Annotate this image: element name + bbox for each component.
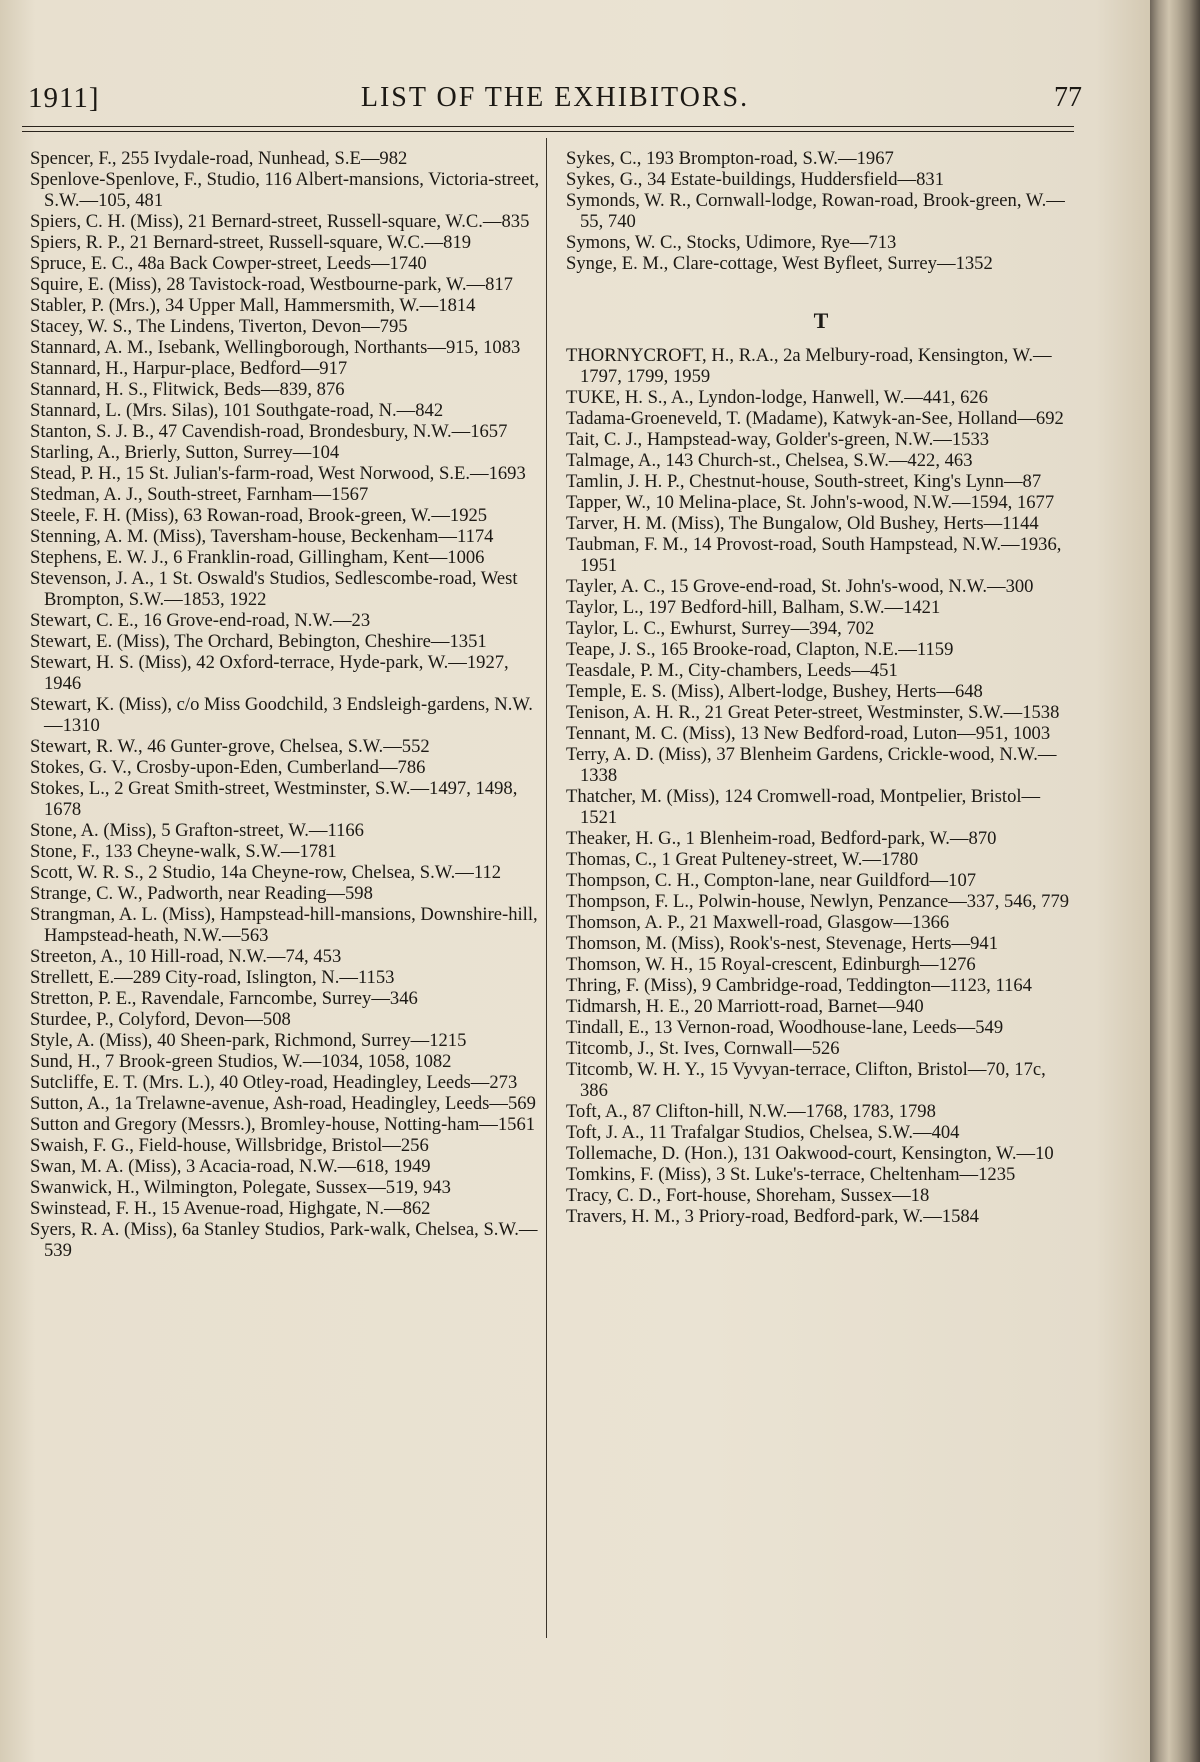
exhibitor-entry: Sturdee, P., Colyford, Devon—508 — [30, 1009, 291, 1030]
exhibitor-entry: Taylor, L. C., Ewhurst, Surrey—394, 702 — [566, 618, 875, 639]
exhibitor-entry: Squire, E. (Miss), 28 Tavistock-road, Westbourne-park, W.—817 — [30, 274, 513, 295]
exhibitor-entry: Thomson, W. H., 15 Royal-crescent, Edinburgh—1276 — [566, 954, 976, 975]
book-spine — [1150, 0, 1200, 1762]
exhibitor-entry: Symons, W. C., Stocks, Udimore, Rye—713 — [566, 232, 897, 253]
exhibitor-entry: Tracy, C. D., Fort-house, Shoreham, Sussex—18 — [566, 1185, 930, 1206]
exhibitor-entry: Tarver, H. M. (Miss), The Bungalow, Old Bushey, Herts—1144 — [566, 513, 1039, 534]
running-header — [28, 82, 1082, 120]
exhibitor-entry: Stokes, L., 2 Great Smith-street, Westminster, S.W.—1497, 1498, 1678 — [30, 778, 518, 820]
exhibitor-entry: Stewart, H. S. (Miss), 42 Oxford-terrace, Hyde-park, W.—1927, 1946 — [30, 652, 509, 694]
exhibitor-entry: Tindall, E., 13 Vernon-road, Woodhouse-lane, Leeds—549 — [566, 1017, 1004, 1038]
exhibitor-entry: Thomson, A. P., 21 Maxwell-road, Glasgow—1366 — [566, 912, 950, 933]
exhibitor-entry: Spiers, R. P., 21 Bernard-street, Russell-square, W.C.—819 — [30, 232, 472, 253]
exhibitor-entry: Sykes, C., 193 Brompton-road, S.W.—1967 — [566, 148, 894, 169]
exhibitor-entry: Swinstead, F. H., 15 Avenue-road, Highgate, N.—862 — [30, 1198, 431, 1219]
exhibitor-entry: Temple, E. S. (Miss), Albert-lodge, Bushey, Herts—648 — [566, 681, 983, 702]
exhibitor-entry: Sutton, A., 1a Trelawne-avenue, Ash-road, Headingley, Leeds—569 — [30, 1093, 536, 1114]
exhibitor-entry: Swan, M. A. (Miss), 3 Acacia-road, N.W.—618, 1949 — [30, 1156, 431, 1177]
right-column — [566, 148, 1076, 1227]
exhibitor-entry: Streeton, A., 10 Hill-road, N.W.—74, 453 — [30, 946, 342, 967]
exhibitor-entry: Swanwick, H., Wilmington, Polegate, Sussex—519, 943 — [30, 1177, 451, 1198]
exhibitor-entry: Spenlove-Spenlove, F., Studio, 116 Albert-mansions, Victoria-street, S.W.—105, 481 — [30, 169, 540, 211]
exhibitor-entry: Thatcher, M. (Miss), 124 Cromwell-road, Montpelier, Bristol—1521 — [566, 786, 1041, 828]
exhibitor-entry: Stewart, K. (Miss), c/o Miss Goodchild, 3 Endsleigh-gardens, N.W.—1310 — [30, 694, 533, 736]
exhibitor-entry: Stewart, C. E., 16 Grove-end-road, N.W.—23 — [30, 610, 371, 631]
exhibitor-entry: Stevenson, J. A., 1 St. Oswald's Studios, Sedlescombe-road, West Brompton, S.W.—1853, 1922 — [30, 568, 518, 610]
exhibitor-entry: Sutton and Gregory (Messrs.), Bromley-house, Notting-ham—1561 — [30, 1114, 536, 1135]
t-entries — [566, 345, 1076, 1227]
exhibitor-entry: Sutcliffe, E. T. (Mrs. L.), 40 Otley-road, Headingley, Leeds—273 — [30, 1072, 518, 1093]
exhibitor-entry: Stannard, L. (Mrs. Silas), 101 Southgate-road, N.—842 — [30, 400, 444, 421]
exhibitor-entry: Stone, A. (Miss), 5 Grafton-street, W.—1166 — [30, 820, 364, 841]
exhibitor-entry: Thompson, F. L., Polwin-house, Newlyn, Penzance—337, 546, 779 — [566, 891, 1070, 912]
exhibitor-entry: Style, A. (Miss), 40 Sheen-park, Richmond, Surrey—1215 — [30, 1030, 467, 1051]
column-divider — [546, 138, 547, 1638]
exhibitor-entry: Sykes, G., 34 Estate-buildings, Huddersfield—831 — [566, 169, 945, 190]
page-number: 77 — [1054, 82, 1082, 113]
exhibitor-entry: Strange, C. W., Padworth, near Reading—598 — [30, 883, 373, 904]
exhibitor-entry: Titcomb, J., St. Ives, Cornwall—526 — [566, 1038, 840, 1059]
exhibitor-entry: Scott, W. R. S., 2 Studio, 14a Cheyne-row, Chelsea, S.W.—112 — [30, 862, 502, 883]
exhibitor-entry: Starling, A., Brierly, Sutton, Surrey—104 — [30, 442, 340, 463]
exhibitor-entry: Thompson, C. H., Compton-lane, near Guildford—107 — [566, 870, 977, 891]
exhibitor-entry: Talmage, A., 143 Church-st., Chelsea, S.W.—422, 463 — [566, 450, 973, 471]
exhibitor-entry: THORNYCROFT, H., R.A., 2a Melbury-road, Kensington, W.—1797, 1799, 1959 — [566, 345, 1052, 387]
exhibitor-entry: Tenison, A. H. R., 21 Great Peter-street, Westminster, S.W.—1538 — [566, 702, 1060, 723]
header-title: LIST OF THE EXHIBITORS. — [360, 82, 750, 113]
exhibitor-entry: Synge, E. M., Clare-cottage, West Byfleet, Surrey—1352 — [566, 253, 993, 274]
exhibitor-entry: Stretton, P. E., Ravendale, Farncombe, Surrey—346 — [30, 988, 418, 1009]
exhibitor-entry: Theaker, H. G., 1 Blenheim-road, Bedford-park, W.—870 — [566, 828, 997, 849]
exhibitor-entry: Symonds, W. R., Cornwall-lodge, Rowan-road, Brook-green, W.—55, 740 — [566, 190, 1065, 232]
header-rule — [22, 126, 1074, 127]
exhibitor-entry: TUKE, H. S., A., Lyndon-lodge, Hanwell, W.—441, 626 — [566, 387, 988, 408]
exhibitor-entry: Swaish, F. G., Field-house, Willsbridge, Bristol—256 — [30, 1135, 429, 1156]
left-column — [30, 148, 540, 1261]
exhibitor-entry: Thomas, C., 1 Great Pulteney-street, W.—1780 — [566, 849, 919, 870]
exhibitor-entry: Steele, F. H. (Miss), 63 Rowan-road, Brook-green, W.—1925 — [30, 505, 488, 526]
exhibitor-entry: Taubman, F. M., 14 Provost-road, South Hampstead, N.W.—1936, 1951 — [566, 534, 1062, 576]
exhibitor-entry: Spencer, F., 255 Ivydale-road, Nunhead, S.E—982 — [30, 148, 408, 169]
exhibitor-entry: Teasdale, P. M., City-chambers, Leeds—451 — [566, 660, 898, 681]
exhibitor-entry: Stabler, P. (Mrs.), 34 Upper Mall, Hammersmith, W.—1814 — [30, 295, 476, 316]
exhibitor-entry: Thring, F. (Miss), 9 Cambridge-road, Teddington—1123, 1164 — [566, 975, 1032, 996]
exhibitor-entry: Stone, F., 133 Cheyne-walk, S.W.—1781 — [30, 841, 337, 862]
exhibitor-entry: Stacey, W. S., The Lindens, Tiverton, Devon—795 — [30, 316, 408, 337]
exhibitor-entry: Stead, P. H., 15 St. Julian's-farm-road, West Norwood, S.E.—1693 — [30, 463, 526, 484]
exhibitor-entry: Stannard, A. M., Isebank, Wellingborough, Northants—915, 1083 — [30, 337, 521, 358]
exhibitor-entry: Teape, J. S., 165 Brooke-road, Clapton, N.E.—1159 — [566, 639, 954, 660]
exhibitor-entry: Strangman, A. L. (Miss), Hampstead-hill-mansions, Downshire-hill, Hampstead-heath, N.W.—563 — [30, 904, 538, 946]
exhibitor-entry: Stannard, H. S., Flitwick, Beds—839, 876 — [30, 379, 345, 400]
exhibitor-entry: Tomkins, F. (Miss), 3 St. Luke's-terrace, Cheltenham—1235 — [566, 1164, 1016, 1185]
exhibitor-entry: Stephens, E. W. J., 6 Franklin-road, Gillingham, Kent—1006 — [30, 547, 485, 568]
exhibitor-entry: Titcomb, W. H. Y., 15 Vyvyan-terrace, Clifton, Bristol—70, 17c, 386 — [566, 1059, 1046, 1101]
exhibitor-entry: Stewart, R. W., 46 Gunter-grove, Chelsea, S.W.—552 — [30, 736, 430, 757]
exhibitor-entry: Tadama-Groeneveld, T. (Madame), Katwyk-an-See, Holland—692 — [566, 408, 1064, 429]
exhibitor-entry: Syers, R. A. (Miss), 6a Stanley Studios, Park-walk, Chelsea, S.W.—539 — [30, 1219, 538, 1261]
exhibitor-entry: Tait, C. J., Hampstead-way, Golder's-green, N.W.—1533 — [566, 429, 990, 450]
exhibitor-entry: Tennant, M. C. (Miss), 13 New Bedford-road, Luton—951, 1003 — [566, 723, 1051, 744]
exhibitor-entry: Toft, J. A., 11 Trafalgar Studios, Chelsea, S.W.—404 — [566, 1122, 960, 1143]
exhibitor-entry: Tollemache, D. (Hon.), 131 Oakwood-court, Kensington, W.—10 — [566, 1143, 1054, 1164]
exhibitor-entry: Terry, A. D. (Miss), 37 Blenheim Gardens, Crickle-wood, N.W.—1338 — [566, 744, 1057, 786]
section-letter: T — [813, 308, 829, 333]
exhibitor-entry: Tamlin, J. H. P., Chestnut-house, South-street, King's Lynn—87 — [566, 471, 1042, 492]
header-rule-thin — [22, 131, 1074, 132]
exhibitor-entry: Tidmarsh, H. E., 20 Marriott-road, Barnet—940 — [566, 996, 924, 1017]
header-year: 1911] — [28, 82, 100, 114]
section-gap — [566, 274, 1076, 296]
exhibitor-entry: Strellett, E.—289 City-road, Islington, N.—1153 — [30, 967, 395, 988]
exhibitor-entry: Taylor, L., 197 Bedford-hill, Balham, S.W.—1421 — [566, 597, 941, 618]
exhibitor-entry: Spiers, C. H. (Miss), 21 Bernard-street, Russell-square, W.C.—835 — [30, 211, 530, 232]
exhibitor-entry: Stenning, A. M. (Miss), Taversham-house, Beckenham—1174 — [30, 526, 494, 547]
exhibitor-entry: Thomson, M. (Miss), Rook's-nest, Stevenage, Herts—941 — [566, 933, 999, 954]
exhibitor-entry: Toft, A., 87 Clifton-hill, N.W.—1768, 1783, 1798 — [566, 1101, 936, 1122]
exhibitor-entry: Stannard, H., Harpur-place, Bedford—917 — [30, 358, 348, 379]
exhibitor-entry: Tayler, A. C., 15 Grove-end-road, St. John's-wood, N.W.—300 — [566, 576, 1034, 597]
exhibitor-entry: Stedman, A. J., South-street, Farnham—1567 — [30, 484, 369, 505]
exhibitor-entry: Travers, H. M., 3 Priory-road, Bedford-park, W.—1584 — [566, 1206, 979, 1227]
s-entries — [566, 148, 1076, 274]
exhibitor-entry: Tapper, W., 10 Melina-place, St. John's-wood, N.W.—1594, 1677 — [566, 492, 1055, 513]
exhibitor-entry: Sund, H., 7 Brook-green Studios, W.—1034, 1058, 1082 — [30, 1051, 452, 1072]
exhibitor-entry: Stewart, E. (Miss), The Orchard, Bebington, Cheshire—1351 — [30, 631, 487, 652]
exhibitor-entry: Stokes, G. V., Crosby-upon-Eden, Cumberland—786 — [30, 757, 426, 778]
exhibitor-entry: Stanton, S. J. B., 47 Cavendish-road, Brondesbury, N.W.—1657 — [30, 421, 508, 442]
exhibitor-entry: Spruce, E. C., 48a Back Cowper-street, Leeds—1740 — [30, 253, 427, 274]
